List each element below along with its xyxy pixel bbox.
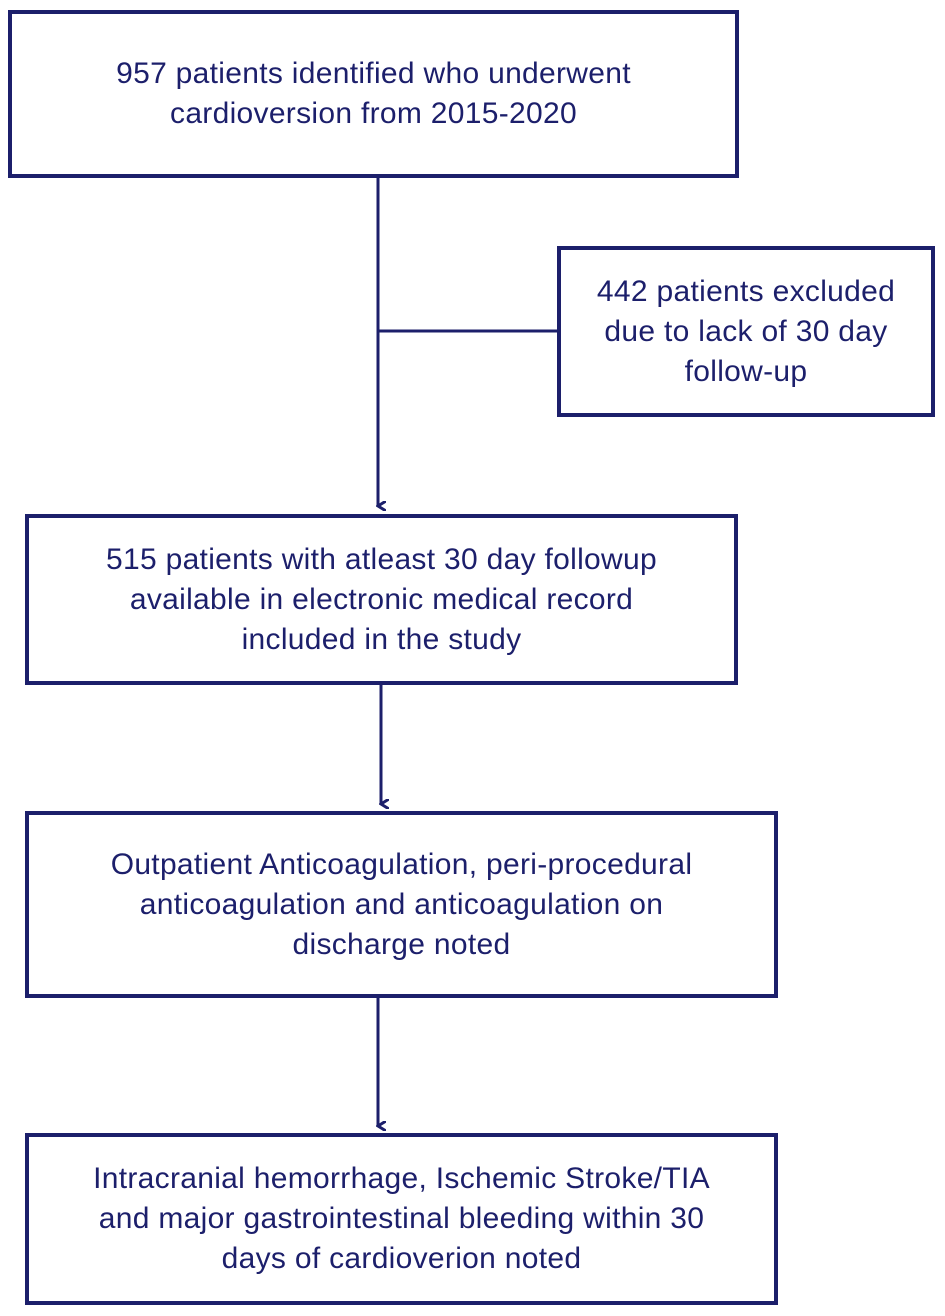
box-text-line: follow-up (684, 354, 808, 388)
box-text-line: available in electronic medical record (129, 582, 634, 616)
box-text-line: due to lack of 30 day (604, 314, 888, 348)
box-text-line: and major gastrointestinal bleeding within 30 (98, 1202, 705, 1235)
box-text-line: included in the study (241, 622, 522, 656)
box-text-line: cardioversion from 2015-2020 (170, 97, 577, 130)
box-text-line: 442 patients excluded (596, 274, 896, 308)
box-text-line: discharge noted (292, 927, 511, 961)
box-text-line: Outpatient Anticoagulation, peri-procedural (110, 847, 693, 881)
identified-patients-box (8, 10, 739, 178)
box-text-line: Intracranial hemorrhage, Ischemic Stroke/TIA (93, 1162, 710, 1195)
included-patients-box (25, 514, 738, 685)
box-text-line: 515 patients with atleast 30 day followup (106, 542, 657, 576)
excluded-patients-box (557, 246, 935, 417)
box-text-line: days of cardioverion noted (221, 1242, 582, 1275)
outcomes-box (25, 1133, 778, 1305)
box-text-line: 957 patients identified who underwent (116, 57, 631, 90)
box-text-line: anticoagulation and anticoagulation on (139, 887, 664, 921)
anticoagulation-box (25, 811, 778, 998)
